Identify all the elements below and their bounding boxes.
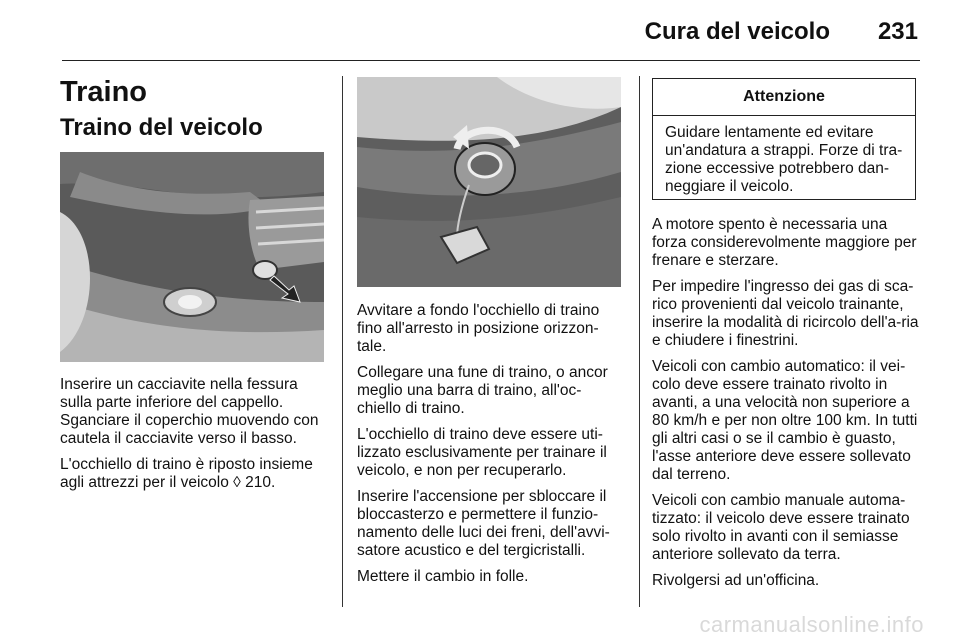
- paragraph: Collegare una fune di traino, o ancor meglio una barra di traino, all'oc-chiello di traino.: [357, 364, 608, 417]
- paragraph: Veicoli con cambio automatico: il vei-colo deve essere trainato rivolto in avanti, a una velocità non superiore a 80 km/h e per non oltre 100 km. In tutti gli altri casi o se il cambio è guasto, l'asse anteriore deve essere sollevato dal terreno.: [652, 358, 918, 483]
- paragraph: Mettere il cambio in folle.: [357, 568, 529, 585]
- page-number: 231: [877, 18, 918, 45]
- paragraph: Per impedire l'ingresso dei gas di sca-rico provenienti dal veicolo trainante, inserire la modalità di ricircolo dell'a-ria e chiudere i finestrini.: [652, 278, 919, 349]
- column-divider-2: [639, 76, 640, 607]
- column-divider-1: [342, 76, 343, 607]
- section-title: Traino: [60, 76, 148, 108]
- column-1-body: [60, 376, 328, 500]
- warning-box: [652, 78, 916, 200]
- warning-title: Attenzione: [653, 79, 915, 116]
- paragraph: L'occhiello di traino è riposto insieme agli attrezzi per il veicolo ◊ 210.: [60, 456, 313, 491]
- running-header-section: Cura del veicolo: [644, 18, 830, 45]
- subsection-title: Traino del veicolo: [60, 114, 263, 141]
- paragraph: Rivolgersi ad un'officina.: [652, 572, 820, 589]
- watermark: carmanualsonline.info: [699, 612, 924, 637]
- paragraph: L'occhiello di traino deve essere uti-lizzato esclusivamente per trainare il veicolo, e non per recuperarlo.: [357, 426, 607, 479]
- paragraph: Avvitare a fondo l'occhiello di traino fino all'arresto in posizione orizzon-tale.: [357, 302, 600, 355]
- header-divider: [62, 60, 920, 61]
- column-2-body: [357, 302, 625, 594]
- paragraph: Inserire l'accensione per sbloccare il bloccasterzo e permettere il funzio-namento delle luci dei freni, dell'avvi-satore acustico e del tergicristalli.: [357, 488, 610, 559]
- paragraph: Inserire un cacciavite nella fessura sulla parte inferiore del cappello. Sganciare il coperchio muovendo con cautela il cacciavite verso il basso.: [60, 376, 319, 447]
- front-bumper-illustration: [60, 152, 324, 362]
- column-3-body: [652, 216, 922, 598]
- tow-eye-illustration: [357, 77, 621, 287]
- warning-text: Guidare lentamente ed evitare un'andatura a strappi. Forze di tra-zione eccessive potrebbero dan-neggiare il veicolo.: [665, 124, 903, 195]
- paragraph: Veicoli con cambio manuale automa-tizzato: il veicolo deve essere trainato solo rivolto in avanti con il semiasse anteriore sollevato da terra.: [652, 492, 910, 563]
- paragraph: A motore spento è necessaria una forza considerevolmente maggiore per frenare e sterzare.: [652, 216, 917, 269]
